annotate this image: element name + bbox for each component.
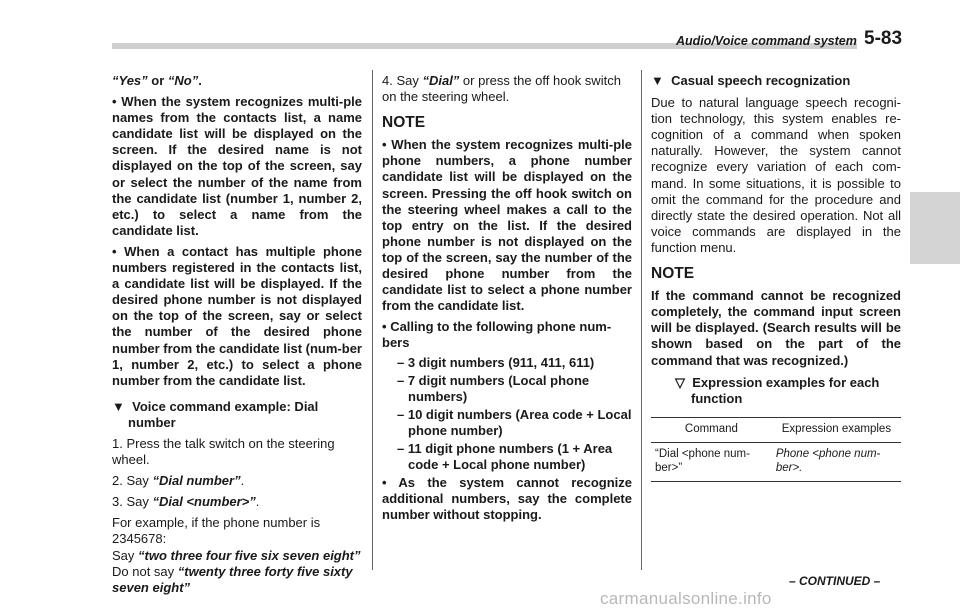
dash-item: – 3 digit numbers (911, 411, 611) (397, 354, 595, 370)
table-header-row (651, 417, 901, 443)
bullet-icon: • (112, 94, 117, 110)
note-bullet-additional: • As the system cannot recognize additional numbers, say the complete number without stopping. (382, 475, 632, 523)
yes-no-line: “Yes” or “No”. (112, 73, 202, 88)
step-3: 3. Say “Dial <number>”. (112, 494, 260, 510)
triangle-icon: ▼ (112, 398, 125, 414)
note-bullet-calling: • Calling to the following phone num-bers (382, 319, 612, 351)
column-divider (641, 70, 642, 570)
bullet-icon: • (112, 243, 117, 259)
note-heading: NOTE (651, 265, 695, 283)
bullet-multiple-names: • When the system recognizes multi-ple names from the contacts list, a name candidate list will be displayed on the screen. If the desired name is not displayed on the top of the screen, say or select the number of the name from the candidate list (number 1, number 2, etc.) to select a name from the candidate list. (112, 94, 362, 238)
step-2: 2. Say “Dial number”. (112, 473, 245, 489)
bullet-multiple-numbers: • When a contact has multiple phone numbers registered in the contacts list, a candidate list will be displayed. If the desired phone number is not displayed on the top of the screen, say or select the number of the desired phone number from the candidate list (num-ber 1, number 2, etc.) to select a phone number from the candidate list. (112, 243, 362, 388)
watermark: carmanualsonline.info (600, 589, 772, 608)
running-header: Audio/Voice command system (676, 34, 857, 48)
page-number: 5-83 (864, 28, 903, 49)
say-line: Say “two three four five six seven eight” (112, 547, 361, 563)
column-2 (382, 73, 632, 528)
table-header-command: Command (651, 417, 772, 443)
note-bullet-candidate: • When the system recognizes multi-ple phone numbers, a phone number candidate list will be displayed on the screen. Pressing the off hook switch on the steering wheel makes a call to the top entry on the list. If the desired phone number is not displayed on the top of the screen, say the number of the desired phone number from the candidate list to select a phone number from the candidate list. (382, 137, 632, 314)
do-not-say-line: Do not say “twenty three forty five sixty seven eight” (112, 563, 353, 595)
note-body: If the command cannot be recognized completely, the command input screen will be displayed. (Search results will be shown based on the part of the command that was recognized.) (651, 288, 901, 368)
dash-item: – 11 digit phone numbers (1 + Area code + Local phone number) (397, 440, 613, 473)
example-heading: ▼ Voice command example: Dial number (112, 398, 319, 430)
bullet-icon: • (382, 137, 387, 153)
table-header-expression: Expression examples (772, 417, 901, 443)
dash-item: – 7 digit numbers (Local phone numbers) (397, 372, 590, 404)
column-3 (651, 73, 901, 482)
example-text: For example, if the phone number is 2345678: (112, 515, 321, 547)
chapter-side-tab (910, 192, 960, 264)
expression-examples-heading: ▽ Expression examples for each function (675, 374, 880, 406)
bullet-icon: • (382, 319, 387, 335)
table-row (651, 443, 901, 482)
expression-table (651, 417, 901, 483)
bullet-icon: • (382, 475, 387, 491)
continued-marker: – CONTINUED – (789, 574, 881, 588)
table-cell-expression: Phone <phone num-ber>. (772, 443, 901, 482)
open-triangle-icon: ▽ (675, 374, 685, 390)
table-cell-command: “Dial <phone num-ber>” (651, 443, 772, 482)
column-1 (112, 73, 362, 601)
dash-item: – 10 digit numbers (Area code + Local phone number) (397, 406, 632, 438)
triangle-icon: ▼ (651, 73, 664, 88)
column-divider (372, 70, 373, 570)
casual-speech-heading: ▼ Casual speech recognization (651, 73, 851, 88)
step-1: 1. Press the talk switch on the steering wheel. (112, 435, 335, 468)
note-heading: NOTE (382, 114, 426, 132)
step-4: 4. Say “Dial” or press the off hook switch on the steering wheel. (382, 73, 621, 105)
casual-speech-body: Due to natural language speech recogni-tion technology, this system enables re-cognition of a command when spoken naturally. However, the system cannot recognize every variation of each com-mand. In some situations, it is possible to omit the command for the procedure and directly state the desired operation. Not all voice commands are displayed in the function menu. (651, 95, 901, 255)
